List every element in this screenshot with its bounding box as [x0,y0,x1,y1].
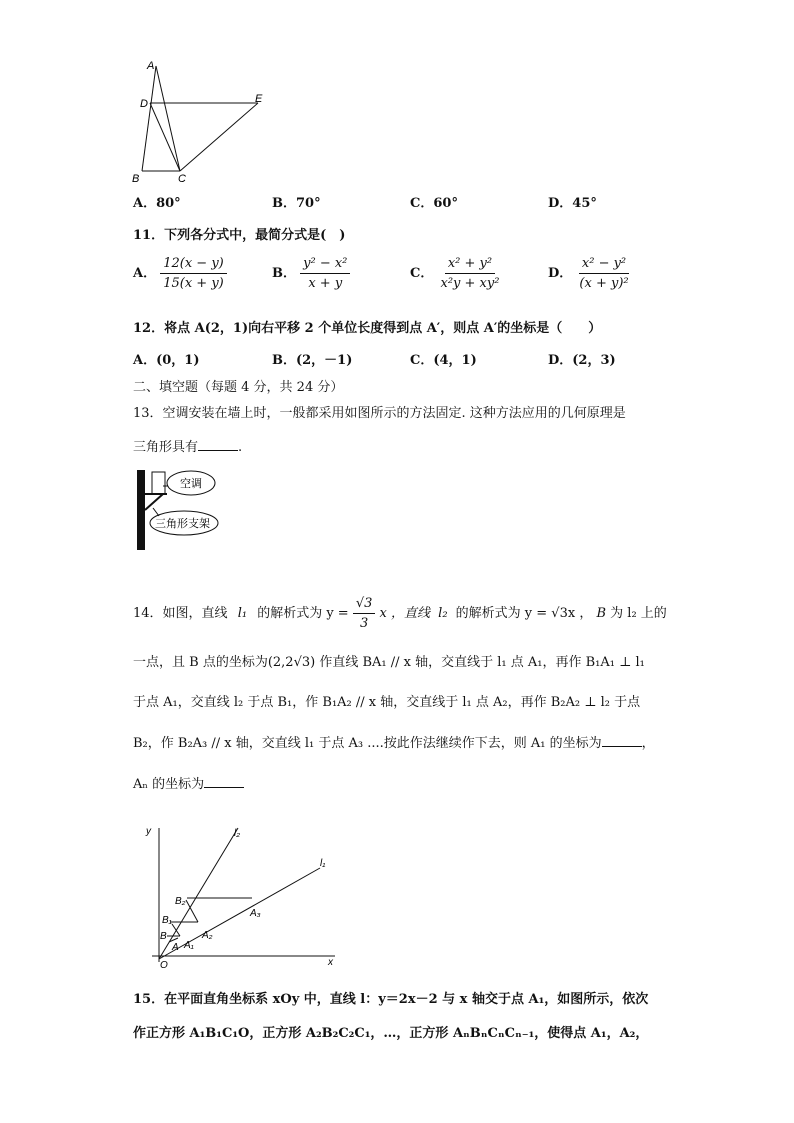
q12-stem: 12．将点 A(2，1)向右平移 2 个单位长度得到点 A′，则点 A′的坐标是（ ） [133,321,602,336]
label-A3: A₃ [250,908,261,919]
q10-option-a: A．80° [133,196,181,211]
fraction: $\frac{\text{y² − x²}}{x + y}$ [300,256,350,291]
q12-option-d: D．(2，3) [548,353,616,368]
q14-line3: 于点 A₁，交直线 l₂ 于点 B₁，作 B₁A₂ // x 轴，交直线于 l₁ 点 A₂，再作 B₂A₂ ⊥ l₂ 于点 [133,695,641,710]
q12-option-b: B．(2，－1) [272,353,353,368]
coordinate-figure-q14 [140,822,350,972]
label-C: C [178,173,186,185]
fraction: $\frac{\text{x² + y²}}{\text{x²y + xy²}}$ [440,256,500,291]
label-E: E [255,93,263,105]
q10-option-b: B．70° [272,196,321,211]
q10-option-c: C．60° [410,196,458,211]
q11-option-a: A． $\frac{12(x - y)}{15(x + y)}$ [133,256,227,291]
label-B1: B₁ [162,915,172,926]
fraction: $\frac{\text{x² − y²}}{\text{(x + y)²}}$ [579,256,629,291]
ac-bracket-figure [133,466,233,554]
label-A: A [147,60,155,72]
q11-option-c: C． $\frac{\text{x² + y²}}{\text{x²y + xy²}}$ [410,256,502,291]
q13-line2: 三角形具有 . [133,440,243,455]
section-heading: 二、填空题（每题 4 分，共 24 分） [133,380,344,395]
label-D: D [140,98,148,110]
label-B: B [160,931,167,942]
answer-blank[interactable] [204,775,244,788]
q14-line2: 一点，且 B 点的坐标为(2,2√3) 作直线 BA₁ // x 轴，交直线于 l₁ 点 A₁，再作 B₁A₁ ⊥ l₁ [133,655,645,670]
answer-blank[interactable] [198,438,238,451]
label-B: B [132,173,140,185]
q15-line2: 作正方形 A₁B₁C₁O，正方形 A₂B₂C₂C₁，…，正方形 AₙBₙCₙCₙ₋₁，使得点 A₁，A₂， [133,1026,649,1041]
q13-line1: 13．空调安装在墙上时，一般都采用如图所示的方法固定. 这种方法应用的几何原理是 [133,406,626,421]
label-bracket: 三角形支架 [155,518,210,530]
label-O: O [160,960,168,971]
q11-option-d: D． $\frac{\text{x² − y²}}{\text{(x + y)²}}$ [548,256,632,291]
q14-line4: B₂，作 B₂A₃ // x 轴，交直线 l₁ 于点 A₃ ....按此作法继续作下去，则 A₁ 的坐标为 ， [133,736,655,751]
q15-line1: 15．在平面直角坐标系 xOy 中，直线 l：y＝2x－2 与 x 轴交于点 A₁，如图所示，依次 [133,992,649,1007]
label-A2: A₂ [202,930,213,941]
answer-blank[interactable] [602,734,642,747]
label-A: A [172,942,179,953]
q14-line1: 14．如图，直线 l₁ 的解析式为 y = $\frac{√3}{3}$ x ，直线 l₂ 的解析式为 y = √3x ， B 为 l₂ 上的 [133,596,667,631]
q11-stem: 11．下列各分式中，最简分式是( ) [133,228,346,243]
label-y: y [146,826,151,837]
label-A1: A₁ [184,940,194,951]
q10-option-d: D．45° [548,196,597,211]
label-ac: 空调 [180,478,202,490]
q11-option-b: B． $\frac{\text{y² − x²}}{x + y}$ [272,256,350,291]
triangle-figure-q10 [125,58,275,188]
label-l1: l₁ [320,858,326,869]
fraction: $\frac{12(x - y)}{15(x + y)}$ [160,256,227,291]
label-B2: B₂ [175,896,186,907]
q12-option-c: C．(4，1) [410,353,477,368]
fraction-sqrt3-over-3: $\frac{√3}{3}$ [353,596,376,631]
label-l2: l₂ [234,828,241,839]
q12-option-a: A．(0，1) [133,353,200,368]
q14-line5: Aₙ 的坐标为 [133,773,244,792]
label-x: x [328,957,333,968]
